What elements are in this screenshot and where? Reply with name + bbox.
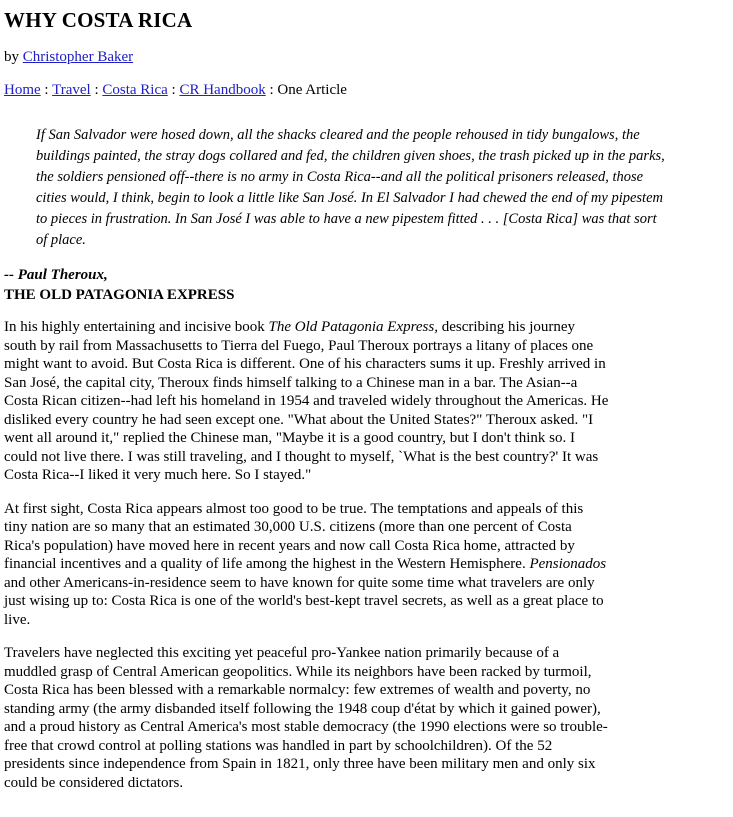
pull-quote-text: If San Salvador were hosed down, all the shacks cleared and the people rehoused in tidy bungalows, the buildings painted, the stray dogs collared and fed, the children given shoes, the trash picked up in the parks, the soldiers pensioned off--there is no army in Costa Rica--and all the political prisoners released, those cities would, I think, begin to look a little like San José. In El Salvador I had chewed the end of my pipestem to pieces in frustration. In San José I was able to have a new pipestem fitted . . . [Costa Rica] was that sort of place.	[36, 127, 665, 248]
breadcrumb-item-costa-rica[interactable]: Costa Rica	[102, 81, 168, 98]
pensionados-italic: Pensionados	[529, 556, 607, 573]
quote-attribution-author: -- Paul Theroux,	[4, 267, 108, 284]
breadcrumb-separator: :	[90, 81, 103, 98]
paragraph-2-part-b: and other Americans-in-residence seem to have known for quite some time what travelers are only just wising up to: Costa Rica is one of the world's best-kept travel secrets, as well as a great place to live.	[4, 574, 604, 628]
paragraph-1-part-a: In his highly entertaining and incisive book	[4, 319, 269, 336]
quote-attribution	[4, 266, 727, 304]
byline	[4, 48, 727, 66]
breadcrumb-item-home[interactable]: Home	[4, 81, 41, 98]
paragraph-1	[4, 318, 727, 485]
page-title: WHY COSTA RICA	[4, 8, 193, 32]
book-title-italic: The Old Patagonia Express,	[268, 319, 438, 336]
paragraph-2	[4, 500, 727, 630]
paragraph-1-part-b: describing his journey south by rail from Massachusetts to Tierra del Fuego, Paul Theroux portrays a litany of places one might want to avoid. But Costa Rica is different. One of his characters sums it up. Freshly arrived in San José, the capital city, Theroux finds himself talking to a Chinese man in a bar. The Asian--a Costa Rican citizen--had left his homeland in 1954 and traveled widely throughout the Americas. He disliked every country he had seen except one. "What about the United States?" Theroux asked. "I went all around it," replied the Chinese man, "Maybe it is a good country, but I don't think so. I could not live there. I was still traveling, and I thought to myself, `What is the best country?' It was Costa Rica--I liked it very much here. So I stayed."	[4, 319, 609, 484]
paragraph-2-part-a: At first sight, Costa Rica appears almost too good to be true. The temptations and appeals of this tiny nation are so many that an estimated 30,000 U.S. citizens (more than one percent of Costa Rica's population) have moved here in recent years and now call Costa Rica home, attracted by financial incentives and a quality of life among the highest in the Western Hemisphere.	[4, 500, 584, 573]
byline-prefix: by	[4, 48, 23, 65]
breadcrumb-separator: :	[167, 81, 180, 98]
breadcrumb-separator: :	[265, 81, 278, 98]
breadcrumb-item-current: One Article	[277, 81, 347, 98]
breadcrumb-item-cr-handbook[interactable]: CR Handbook	[179, 81, 266, 98]
breadcrumb-item-travel[interactable]: Travel	[52, 81, 91, 98]
pull-quote	[4, 125, 727, 250]
breadcrumb-separator: :	[40, 81, 53, 98]
breadcrumb	[4, 81, 727, 99]
paragraph-3: Travelers have neglected this exciting yet peaceful pro-Yankee nation primarily because of a muddled grasp of Central American geopolitics. While its neighbors have been racked by turmoil, Costa Rica has been blessed with a remarkable normalcy: few extremes of wealth and poverty, no standing army (the army disbanded itself following the 1948 coup d'état by which it gained power), and a proud history as Central America's most stable democracy (the 1990 elections were so trouble-free that crowd control at polling stations was handled in part by schoolchildren). Of the 52 presidents since independence from Spain in 1821, only three have been military men and only six could be considered dictators.	[4, 645, 608, 791]
quote-attribution-work: THE OLD PATAGONIA EXPRESS	[4, 286, 235, 303]
author-link[interactable]: Christopher Baker	[22, 48, 134, 65]
